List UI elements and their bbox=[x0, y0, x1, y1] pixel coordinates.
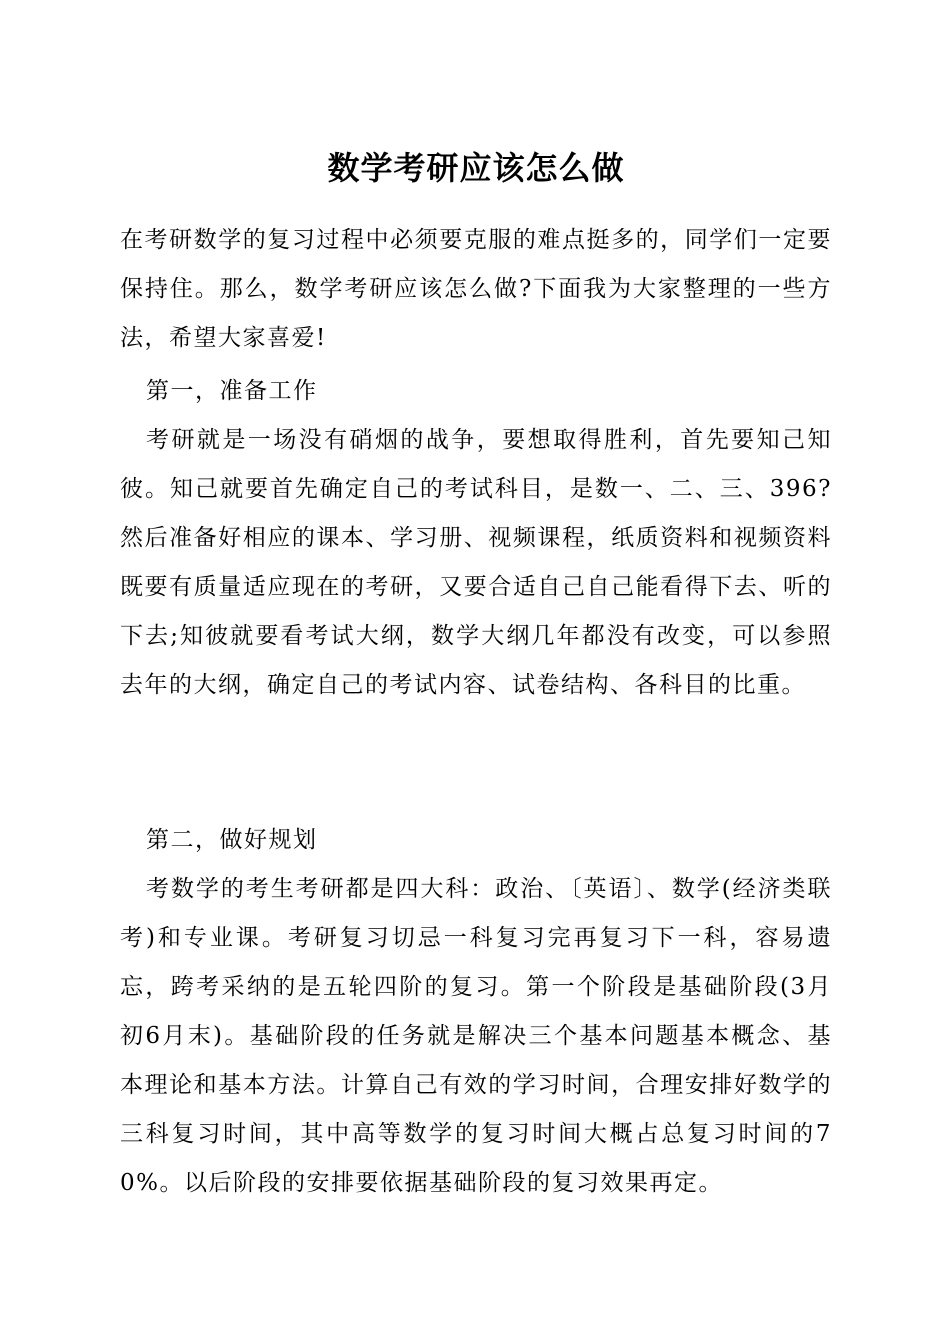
section-1-heading: 第一，准备工作 bbox=[146, 378, 318, 404]
document-page bbox=[120, 0, 832, 1344]
intro-paragraph: 在考研数学的复习过程中必须要克服的难点挺多的，同学们一定要保持住。那么，数学考研应该怎么做?下面我为大家整理的一些方法，希望大家喜爱! bbox=[120, 227, 832, 351]
section-1-body: 考研就是一场没有硝烟的战争，要想取得胜利，首先要知己知彼。知己就要首先确定自己的考试科目，是数一、二、三、396?然后准备好相应的课本、学习册、视频课程，纸质资料和视频资料既要有质量适应现在的考研，又要合适自己自己能看得下去、听的下去;知彼就要看考试大纲，数学大纲几年都没有改变，可以参照去年的大纲，确定自己的考试内容、试卷结构、各科目的比重。 bbox=[120, 427, 832, 698]
section-2-body: 考数学的考生考研都是四大科：政治、〔英语〕、数学(经济类联考)和专业课。考研复习切忌一科复习完再复习下一科，容易遗忘，跨考采纳的是五轮四阶的复习。第一个阶段是基础阶段(3月初6月末)。基础阶段的任务就是解决三个基本问题基本概念、基本理论和基本方法。计算自己有效的学习时间，合理安排好数学的三科复习时间，其中高等数学的复习时间大概占总复习时间的70%。以后阶段的安排要依据基础阶段的复习效果再定。 bbox=[120, 876, 832, 1196]
section-2-heading: 第二，做好规划 bbox=[146, 827, 318, 853]
document-title: 数学考研应该怎么做 bbox=[327, 149, 625, 187]
